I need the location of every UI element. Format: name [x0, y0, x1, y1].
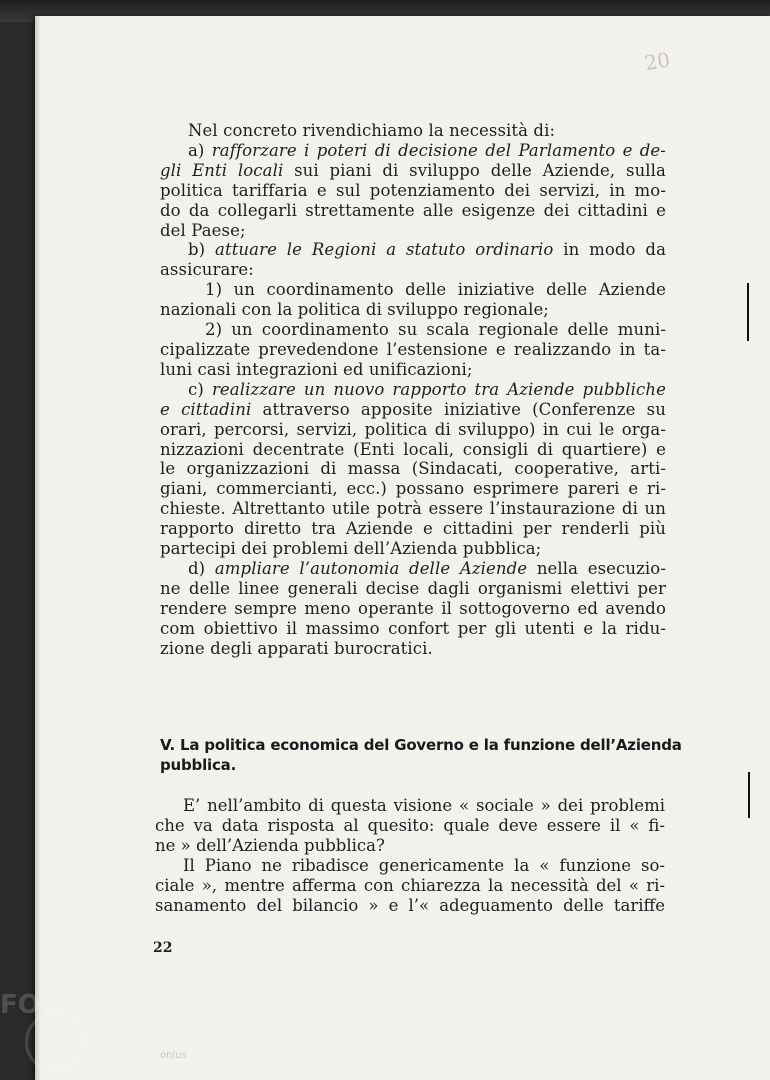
heading-line: pubblica. [160, 755, 237, 774]
text-line: do da collegarli strettamente alle esigenze dei cittadini e [160, 200, 666, 220]
page-number: 22 [153, 940, 173, 956]
text-line: chieste. Altrettanto utile potrà essere l’instaurazione di un [160, 499, 666, 519]
text-line: ciale », mentre afferma con chiarezza la necessità del « ri- [155, 875, 665, 895]
text-line: assicurare: [160, 260, 254, 280]
text-line: luni casi integrazioni ed unificazioni; [160, 359, 473, 379]
text-line: b) attuare le Regioni a statuto ordinario in modo da [188, 240, 667, 260]
heading-line: V. La politica economica del Governo e la funzione dell’Azienda [160, 736, 682, 754]
text-line: giani, commercianti, ecc.) possano esprimere pareri e ri- [160, 479, 666, 499]
page-binding-shadow [35, 16, 41, 1080]
text-line: ne delle linee generali decise dagli organismi elettivi per [160, 578, 666, 598]
text-line: 1) un coordinamento delle iniziative delle Aziende [205, 280, 666, 300]
text-line: cipalizzate prevedendone l’estensione e realizzando in ta- [160, 339, 666, 359]
text-line: rapporto diretto tra Aziende e cittadini per renderli più [160, 519, 666, 539]
text-line: le organizzazioni di massa (Sindacati, cooperative, arti- [160, 459, 666, 479]
watermark-ring-icon [25, 1012, 85, 1072]
text-line: rendere sempre meno operante il sottogoverno ed avendo [160, 598, 666, 618]
text-line: che va data risposta al quesito: quale deve essere il « fi- [155, 815, 665, 835]
text-line: zione degli apparati burocratici. [160, 638, 433, 658]
text-line: del Paese; [160, 220, 246, 240]
text-line: ne » dell’Azienda pubblica? [155, 835, 385, 855]
section-text [155, 796, 665, 915]
text-line: a) rafforzare i poteri di decisione del Parlamento e de- [188, 140, 666, 160]
text-line: gli Enti locali sui piani di sviluppo delle Aziende, sulla [160, 160, 666, 180]
body-text [160, 121, 666, 658]
text-line: nazionali con la politica di sviluppo regionale; [160, 300, 549, 320]
watermark-small-text: onlus [160, 1050, 187, 1061]
text-line: sanamento del bilancio » e l’« adeguamento delle tariffe [155, 895, 665, 915]
pencil-annotation: 20 [642, 47, 672, 76]
binding-mark [748, 772, 750, 818]
text-line: politica tariffaria e sul potenziamento dei servizi, in mo- [160, 180, 666, 200]
text-line: e cittadini attraverso apposite iniziative (Conferenze su [160, 399, 666, 419]
text-line: nizzazioni decentrate (Enti locali, consigli di quartiere) e [160, 439, 666, 459]
text-line: d) ampliare l’autonomia delle Aziende nella esecuzio- [188, 558, 666, 578]
section-heading [160, 736, 682, 775]
text-line: Il Piano ne ribadisce genericamente la « funzione so- [183, 855, 665, 875]
text-line: com obiettivo il massimo confort per gli utenti e la ridu- [160, 618, 666, 638]
watermark-logo: FO [0, 990, 40, 1020]
text-line: orari, percorsi, servizi, politica di sviluppo) in cui le orga- [160, 419, 666, 439]
text-line: 2) un coordinamento su scala regionale delle muni- [205, 320, 666, 340]
text-line: partecipi dei problemi dell’Azienda pubblica; [160, 539, 542, 559]
text-line: E’ nell’ambito di questa visione « sociale » dei problemi [183, 796, 665, 815]
binding-mark [747, 283, 749, 341]
text-line: Nel concreto rivendichiamo la necessità di: [188, 121, 556, 140]
text-line: c) realizzare un nuovo rapporto tra Aziende pubbliche [188, 379, 666, 399]
